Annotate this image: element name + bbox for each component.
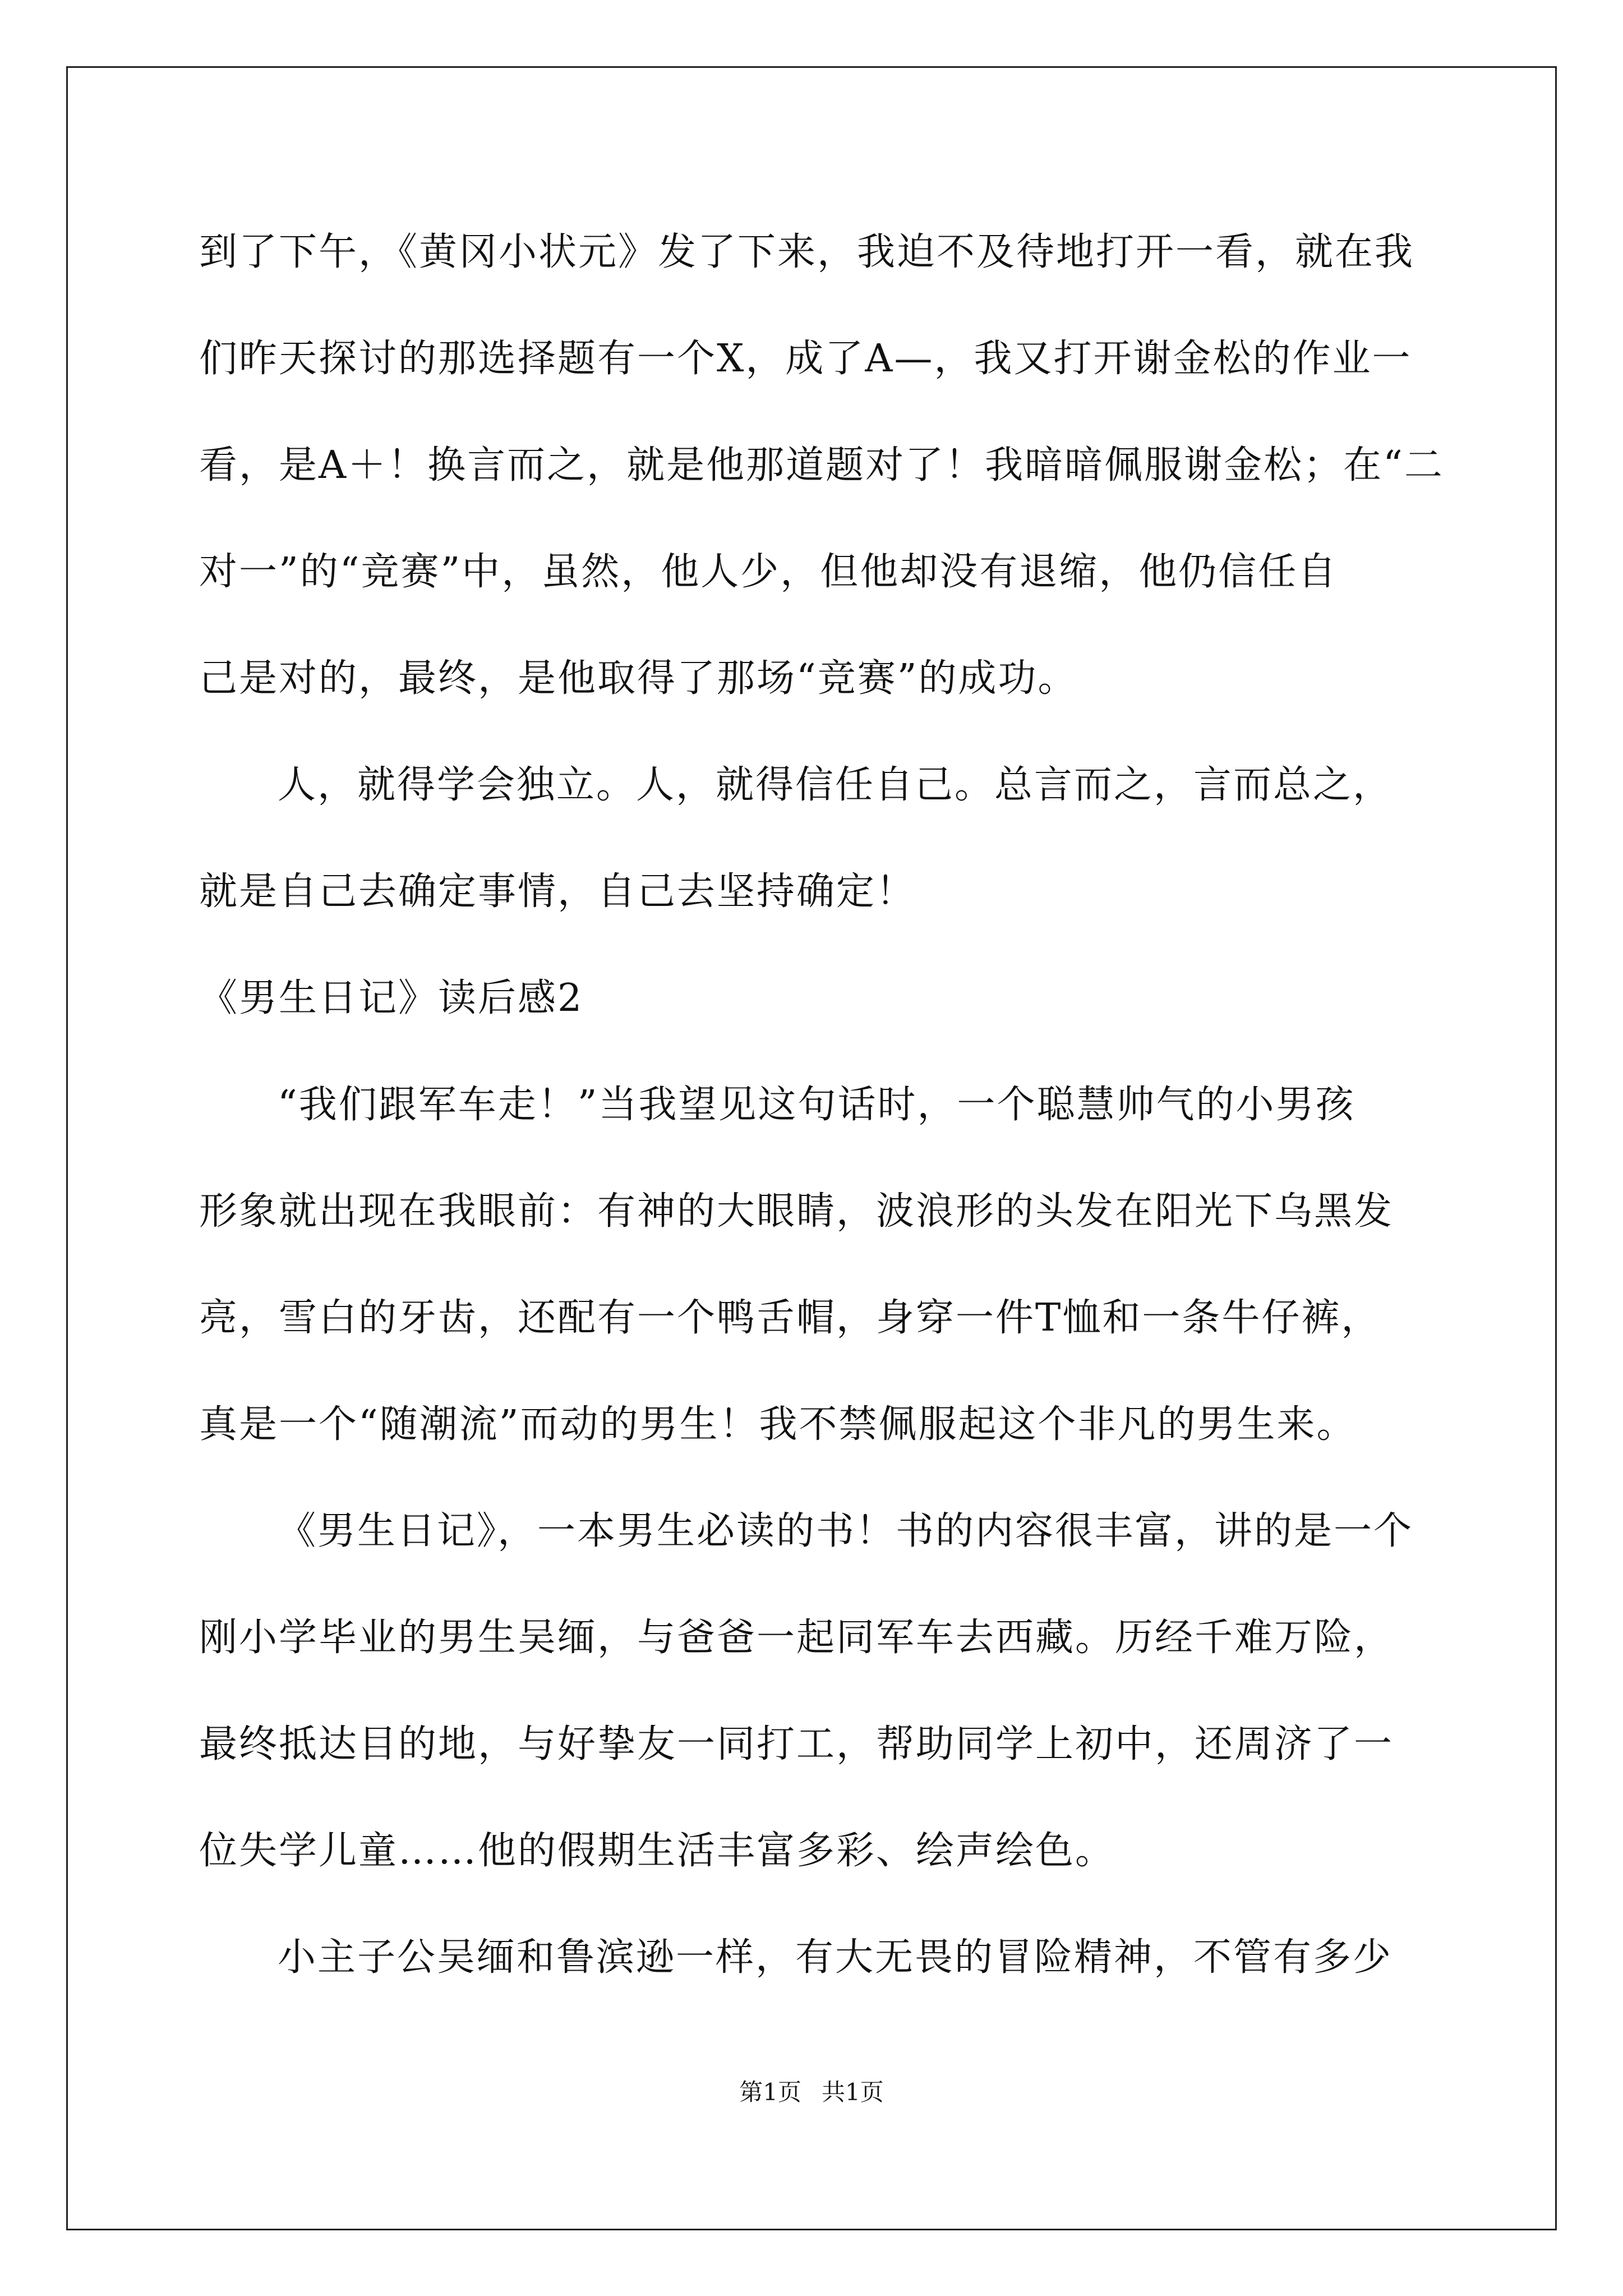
text-line: 就是自己去确定事情，自己去坚持确定！ <box>199 869 916 914</box>
page-number: 第1页 <box>739 2078 801 2106</box>
text-line: 形象就出现在我眼前：有神的大眼睛，波浪形的头发在阳光下乌黑发 <box>199 1189 1394 1234</box>
text-line: 们昨天探讨的那选择题有一个X，成了A—，我又打开谢金松的作业一 <box>199 337 1412 381</box>
page-total: 共1页 <box>822 2078 884 2106</box>
document-body <box>199 210 1444 2022</box>
text-line: 位失学儿童……他的假期生活丰富多彩、绘声绘色。 <box>199 1829 1115 1873</box>
text-line: 小主子公吴缅和鲁滨逊一样，有大无畏的冒险精神，不管有多少 <box>278 1935 1393 1980</box>
text-line: 亮，雪白的牙齿，还配有一个鸭舌帽，身穿一件T恤和一条牛仔裤， <box>199 1296 1381 1340</box>
text-line: 刚小学毕业的男生吴缅，与爸爸一起同军车去西藏。历经千难万险， <box>199 1616 1394 1660</box>
text-line: 《男生日记》，一本男生必读的书！书的内容很丰富，讲的是一个 <box>278 1509 1414 1553</box>
section-title: 《男生日记》读后感2 <box>199 976 584 1020</box>
text-line: 最终抵达目的地，与好挚友一同打工，帮助同学上初中，还周济了一 <box>199 1722 1394 1766</box>
text-line: 人，就得学会独立。人，就得信任自己。总言而之，言而总之， <box>278 763 1393 807</box>
text-line: 到了下午，《黄冈小状元》发了下来，我迫不及待地打开一看，就在我 <box>199 230 1415 274</box>
page-footer <box>0 2076 1623 2109</box>
text-line: 真是一个“随潮流”而动的男生！我不禁佩服起这个非凡的男生来。 <box>199 1402 1357 1447</box>
text-line: “我们跟军车走！”当我望见这句话时，一个聪慧帅气的小男孩 <box>278 1083 1355 1127</box>
text-line: 看，是A＋！换言而之，就是他那道题对了！我暗暗佩服谢金松；在“二 <box>199 443 1444 487</box>
text-line: 己是对的，最终，是他取得了那场“竞赛”的成功。 <box>199 656 1078 701</box>
text-line: 对一”的“竞赛”中，虽然，他人少，但他却没有退缩，他仍信任自 <box>199 550 1338 594</box>
